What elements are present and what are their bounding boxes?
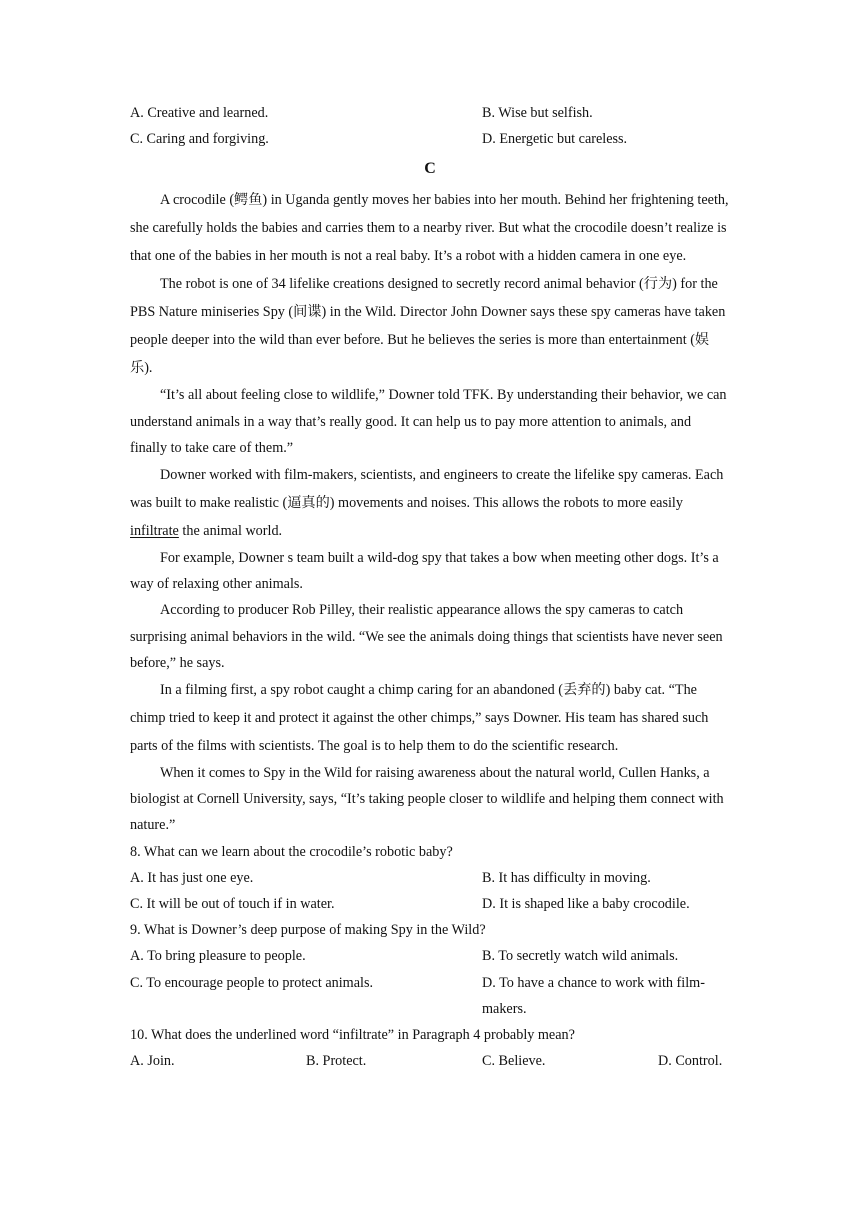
option-d: D. It is shaped like a baby crocodile. (482, 896, 690, 913)
option-d: D. Control. (658, 1053, 723, 1070)
option-a: A. Join. (130, 1053, 175, 1070)
passage-paragraph-4 (130, 461, 730, 545)
option-c: C. Believe. (482, 1053, 546, 1070)
question-stem: 9. What is Downer’s deep purpose of making Spy in the Wild? (130, 922, 486, 939)
question-stem: 8. What can we learn about the crocodile’s robotic baby? (130, 843, 453, 860)
section-heading: C (424, 160, 436, 178)
question-9 (130, 917, 730, 1022)
passage-paragraph-6: According to producer Rob Pilley, their realistic appearance allows the spy cameras to catch surprising animal behaviors in the wild. “We see the animals doing things that scientists have never seen before,” he says. (130, 602, 723, 671)
options-row (130, 1048, 730, 1074)
options-row (130, 865, 730, 891)
question-8 (130, 839, 730, 918)
option-c: C. It will be out of touch if in water. (130, 896, 335, 913)
option-b: B. To secretly watch wild animals. (482, 948, 679, 965)
option-a: A. It has just one eye. (130, 869, 254, 886)
passage-paragraph-2: The robot is one of 34 lifelike creations designed to secretly record animal behavior (行为) for the PBS Nature miniseries Spy (间谍) in the Wild. Director John Downer says these spy cameras have taken people deeper into the wild than ever before. But he believes the series is more than entertainment (娱乐). (130, 276, 726, 377)
previous-question-options-row-2 (130, 126, 730, 152)
question-10 (130, 1022, 730, 1074)
option-a: A. To bring pleasure to people. (130, 948, 306, 965)
option-b: B. Wise but selfish. (482, 105, 593, 121)
option-a: A. Creative and learned. (130, 105, 269, 121)
passage-paragraph-3: “It’s all about feeling close to wildlife,” Downer told TFK. By understanding their behavior, we can understand animals in a way that’s really good. It can help us to pay more attention to animals, and finally to take care of them.” (130, 387, 727, 456)
options-row (130, 970, 730, 1022)
option-c: C. To encourage people to protect animals. (130, 974, 374, 991)
option-c: C. Caring and forgiving. (130, 131, 269, 148)
paragraph-4-text-after: the animal world. (178, 523, 283, 540)
passage-paragraph-1: A crocodile (鳄鱼) in Uganda gently moves her babies into her mouth. Behind her frightening teeth, she carefully holds the babies and carries them to a nearby river. But what the crocodile doesn’t realize is that one of the babies in her mouth is not a real baby. It’s a robot with a hidden camera in one eye. (130, 192, 729, 265)
option-b: B. Protect. (306, 1053, 367, 1070)
document-page (130, 100, 730, 1074)
option-d: D. To have a chance to work with film-makers. (482, 974, 705, 1017)
paragraph-4-text-before: Downer worked with film-makers, scientists, and engineers to create the lifelike spy cameras. Each was built to make realistic (逼真的) movements and noises. This allows the robots to more easily (130, 467, 724, 512)
passage-paragraph-8: When it comes to Spy in the Wild for raising awareness about the natural world, Cullen Hanks, a biologist at Cornell University, says, “It’s taking people closer to wildlife and helping them connect with nature.” (130, 765, 724, 834)
passage-paragraph-7: In a filming first, a spy robot caught a chimp caring for an abandoned (丢弃的) baby cat. “The chimp tried to keep it and protect it against the other chimps,” says Downer. His team has shared such parts of the films with scientists. The goal is to help them to do the scientific research. (130, 682, 709, 755)
previous-question-options-row-1 (130, 100, 730, 126)
option-d: D. Energetic but careless. (482, 131, 628, 148)
question-stem: 10. What does the underlined word “infiltrate” in Paragraph 4 probably mean? (130, 1027, 575, 1044)
option-b: B. It has difficulty in moving. (482, 869, 651, 886)
passage-paragraph-5: For example, Downer s team built a wild-dog spy that takes a bow when meeting other dogs. It’s a way of relaxing other animals. (130, 550, 719, 593)
options-row (130, 891, 730, 917)
underlined-word: infiltrate (130, 523, 179, 540)
options-row (130, 943, 730, 969)
